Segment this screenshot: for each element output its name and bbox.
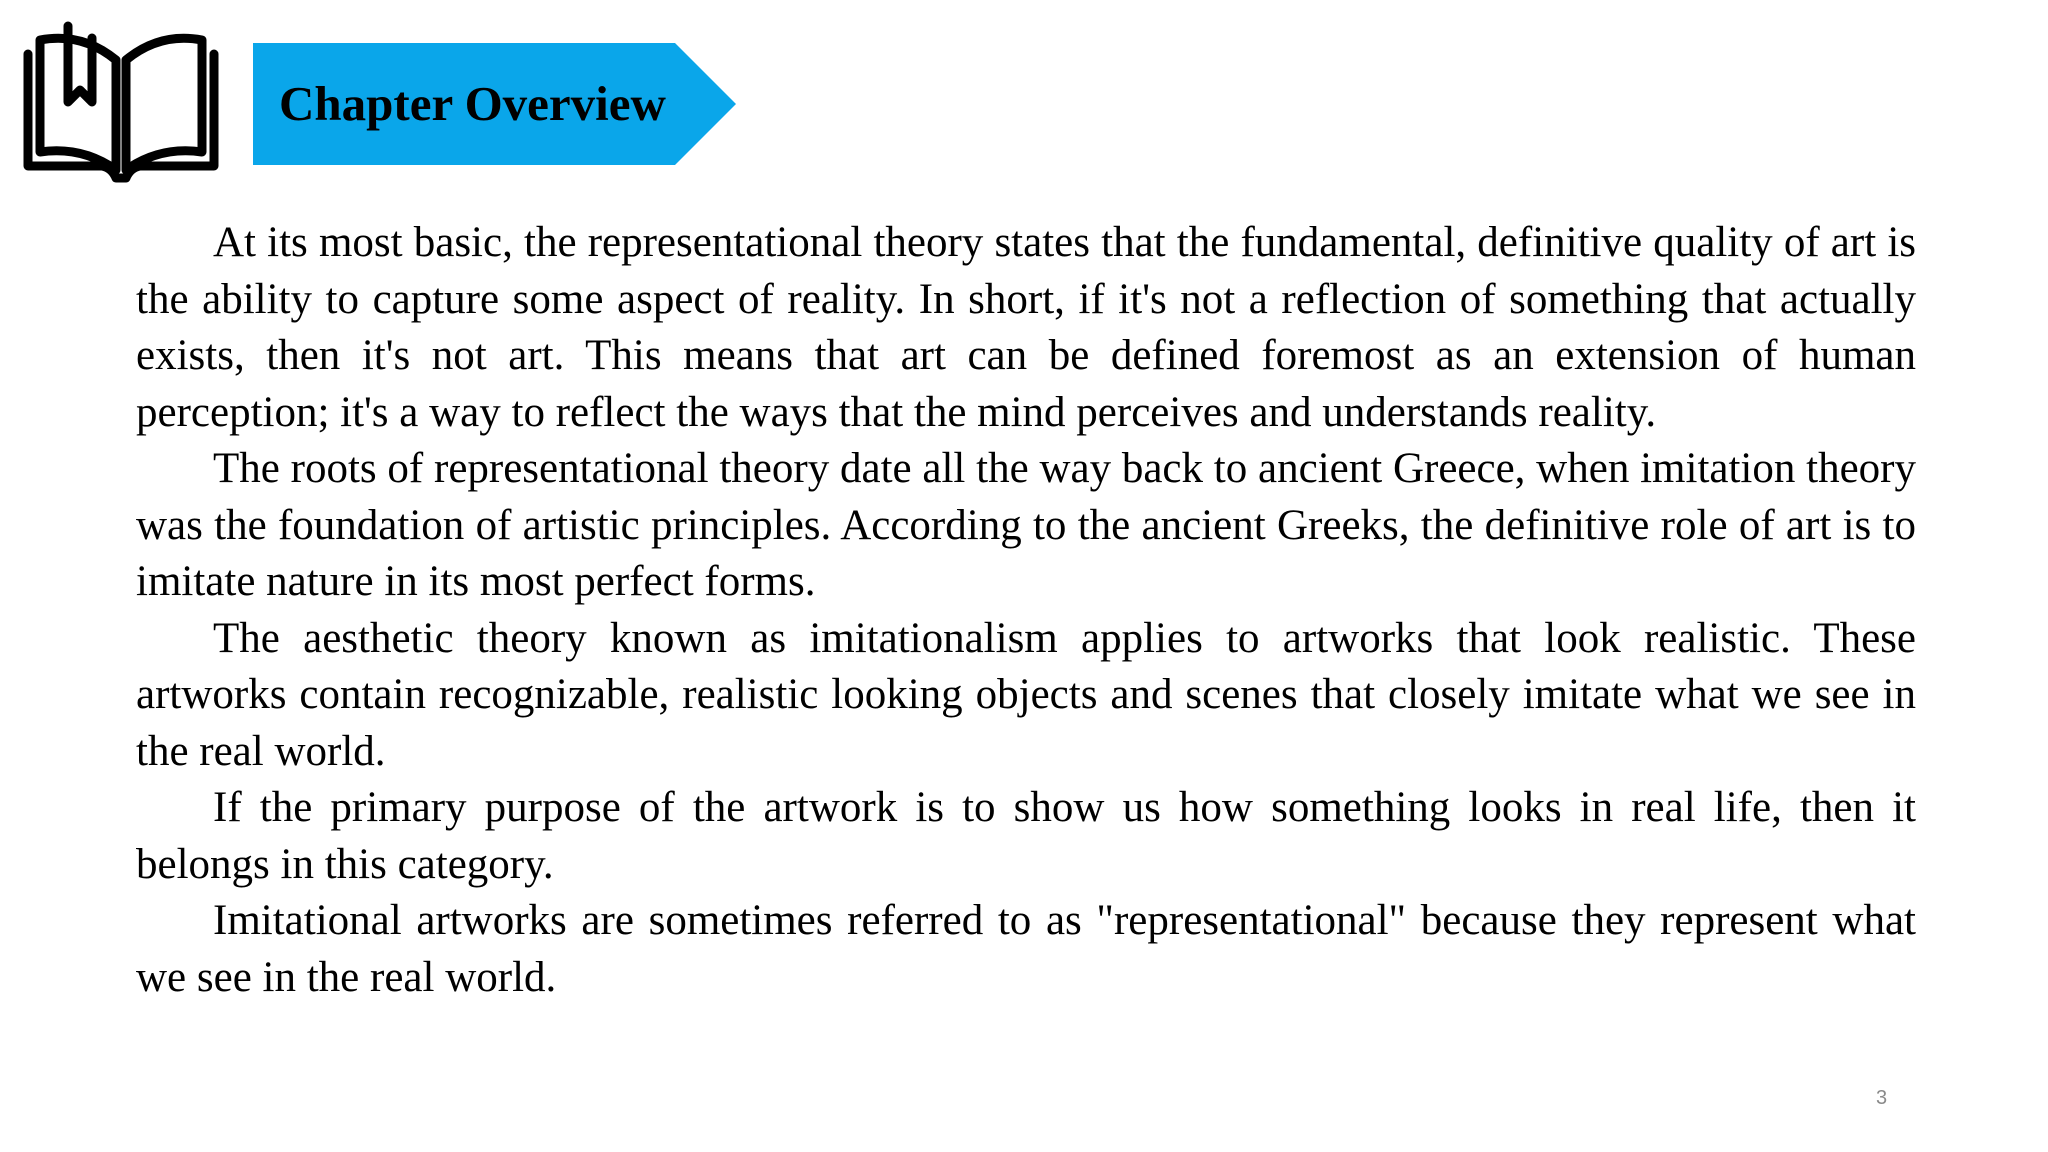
paragraph: The roots of representational theory date all the way back to ancient Greece, when imitation theory was the foundation of artistic principles. According to the ancient Greeks, the definitive role of art is to imitate nature in its most perfect forms. — [136, 445, 1916, 605]
body-text — [136, 215, 1916, 1006]
chapter-banner — [253, 43, 736, 165]
paragraph: Imitational artworks are sometimes referred to as "representational" because they represent what we see in the real world. — [136, 897, 1916, 1001]
chapter-title: Chapter Overview — [279, 76, 666, 131]
paragraph: At its most basic, the representational theory states that the fundamental, definitive quality of art is the ability to capture some aspect of reality. In short, if it's not a reflection of something that actually exists, then it's not art. This means that art can be defined foremost as an extension of human perception; it's a way to reflect the ways that the mind perceives and understands reality. — [136, 219, 1916, 436]
paragraph: The aesthetic theory known as imitationalism applies to artworks that look realistic. These artworks contain recognizable, realistic looking objects and scenes that closely imitate what we see in the real world. — [136, 614, 1916, 775]
paragraph: If the primary purpose of the artwork is to show us how something looks in real life, then it belongs in this category. — [136, 784, 1916, 888]
open-book-icon — [20, 18, 222, 184]
page-number: 3 — [1876, 1087, 1888, 1109]
